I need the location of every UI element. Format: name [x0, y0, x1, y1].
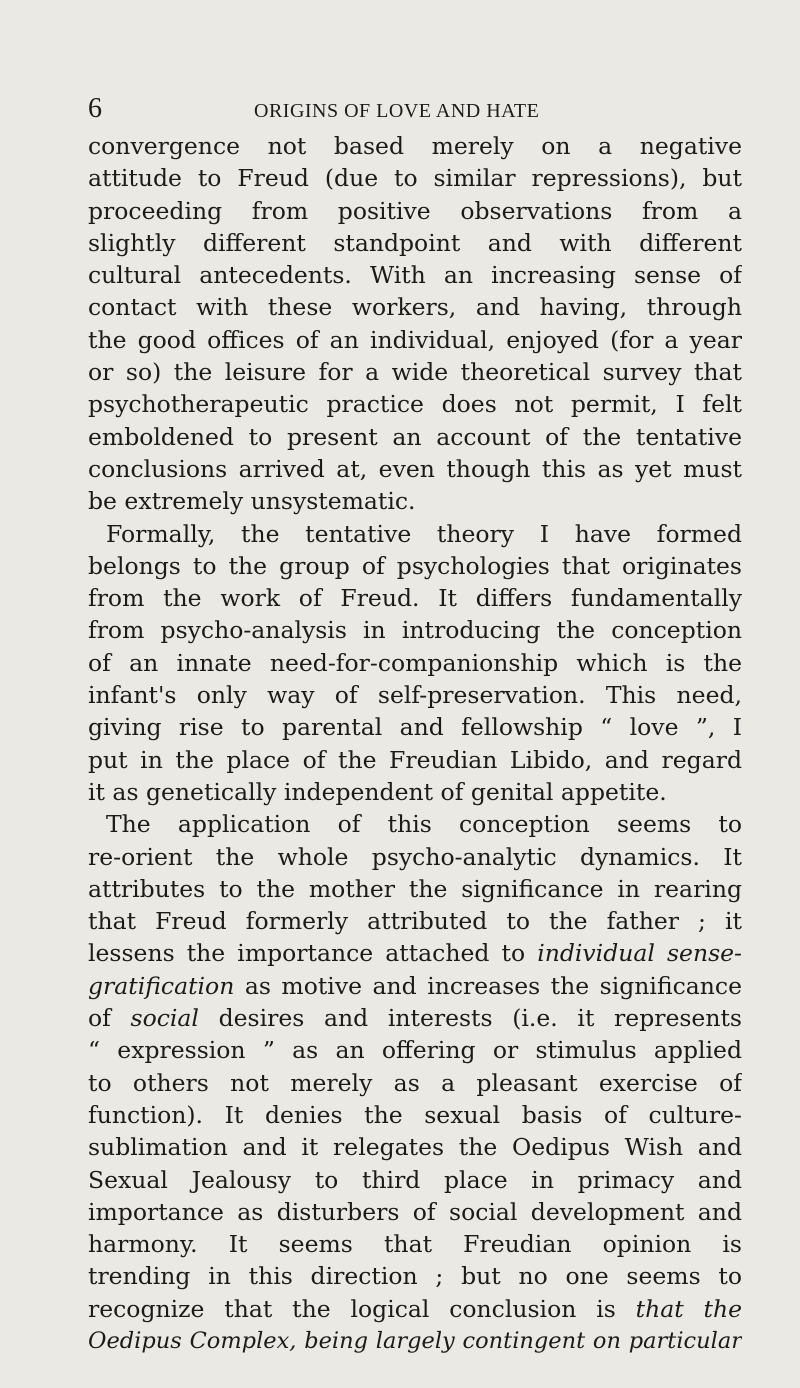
text-line: from psycho-analysis in introducing the conception: [88, 616, 742, 645]
text-line: importance as disturbers of social development and: [88, 1197, 742, 1226]
text-line: [88, 1002, 742, 1034]
body-text: [88, 130, 742, 1357]
text-line: be extremely unsystematic.: [88, 487, 416, 516]
text-line: proceeding from positive observations from a: [88, 196, 742, 225]
text-line: attributes to the mother the significance in rearing: [88, 874, 742, 903]
text-line: or so) the leisure for a wide theoretical survey that: [88, 358, 742, 387]
text-line: [88, 1293, 742, 1325]
text-segment: lessens the importance attached to: [88, 939, 538, 968]
text-line: belongs to the group of psychologies that originates: [88, 551, 742, 580]
text-line: The application of this conception seems to: [106, 810, 742, 839]
text-line: giving rise to parental and fellowship “ love ”, I: [88, 713, 742, 742]
italic-text: individual sense-: [537, 939, 742, 968]
italic-text: that the: [635, 1294, 742, 1323]
text-line: trending in this direction ; but no one seems to: [88, 1262, 742, 1291]
italic-text: social: [130, 1004, 199, 1033]
text-line: convergence not based merely on a negative: [88, 132, 742, 160]
text-line: [88, 937, 742, 969]
running-title: ORIGINS OF LOVE AND HATE: [254, 100, 540, 122]
text-line: to others not merely as a pleasant exercise of: [88, 1068, 742, 1097]
text-segment: desires and interests (i.e. it represents: [198, 1004, 742, 1033]
text-line: put in the place of the Freudian Libido, and regard: [88, 745, 742, 774]
text-line: infant's only way of self-preservation. This need,: [88, 681, 742, 710]
text-line: re-orient the whole psycho-analytic dynamics. It: [88, 842, 742, 871]
text-line: the good offices of an individual, enjoyed (for a year: [88, 325, 742, 354]
running-head: [88, 92, 748, 126]
text-line: slightly different standpoint and with different: [88, 228, 742, 257]
text-segment: of: [88, 1004, 131, 1033]
text-line: psychotherapeutic practice does not permit, I felt: [88, 390, 742, 419]
text-line: sublimation and it relegates the Oedipus Wish and: [88, 1133, 742, 1162]
page-number: 6: [88, 93, 102, 124]
text-segment: as motive and increases the significance: [234, 971, 742, 1000]
text-line: Oedipus Complex, being largely contingent on particular: [88, 1327, 742, 1354]
text-line: [88, 970, 742, 1002]
text-line: cultural antecedents. With an increasing sense of: [88, 261, 742, 290]
text-line: from the work of Freud. It differs fundamentally: [88, 584, 742, 613]
text-line: of an innate need-for-companionship which is the: [88, 648, 742, 677]
italic-text: gratification: [88, 971, 235, 1000]
text-line: Formally, the tentative theory I have formed: [106, 519, 742, 548]
text-line: attitude to Freud (due to similar repressions), but: [88, 164, 742, 193]
text-line: emboldened to present an account of the tentative: [88, 422, 742, 451]
text-segment: recognize that the logical conclusion is: [88, 1294, 636, 1323]
text-line: Sexual Jealousy to third place in primacy and: [88, 1165, 742, 1194]
text-line: contact with these workers, and having, through: [88, 293, 742, 322]
text-line: conclusions arrived at, even though this as yet must: [88, 454, 742, 483]
text-line: function). It denies the sexual basis of culture-: [88, 1100, 742, 1129]
text-line: harmony. It seems that Freudian opinion is: [88, 1230, 742, 1259]
text-line: “ expression ” as an offering or stimulus applied: [88, 1036, 742, 1065]
text-line: that Freud formerly attributed to the father ; it: [88, 907, 742, 936]
text-line: it as genetically independent of genital appetite.: [88, 777, 667, 806]
